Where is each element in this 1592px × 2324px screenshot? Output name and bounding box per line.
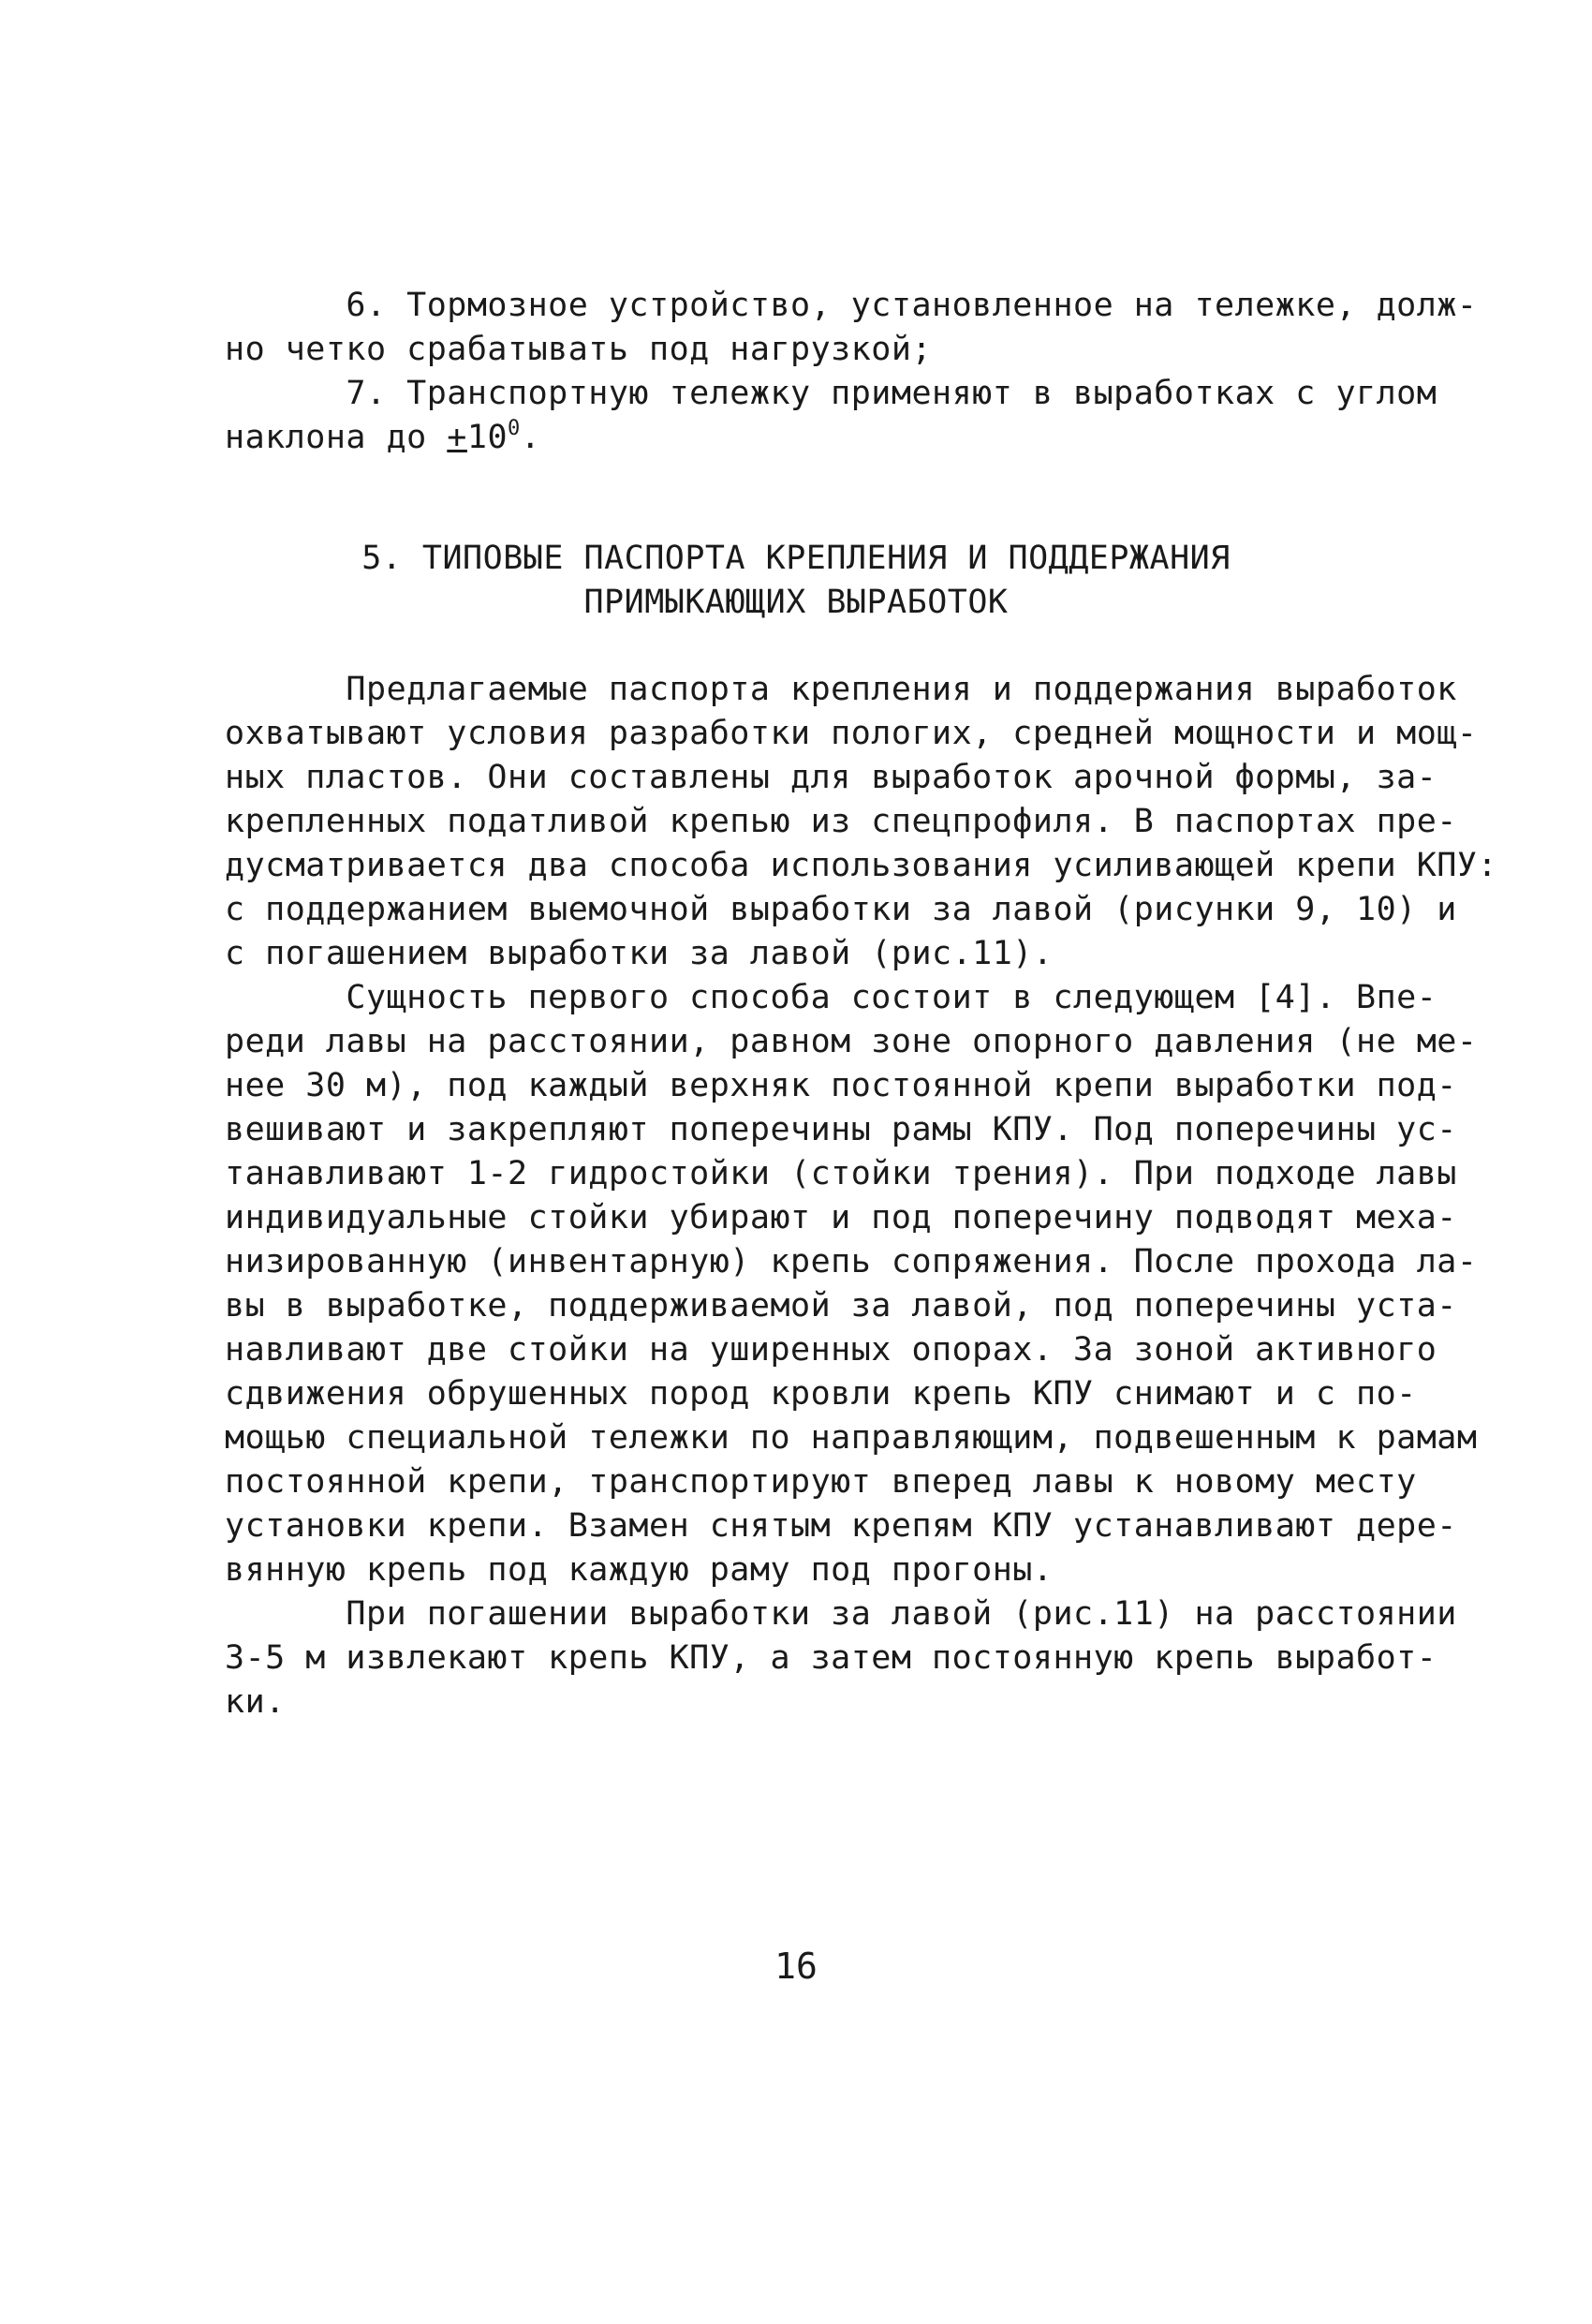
text-line: вешивают и закрепляют поперечины рамы КПУ. Под поперечины ус- xyxy=(225,1111,1457,1148)
text-line: вянную крепь под каждую раму под прогоны. xyxy=(225,1551,1054,1589)
angle-prefix: наклона до xyxy=(225,419,448,456)
text-line: 7. Транспортную тележку применяют в выработках с углом xyxy=(225,375,1437,412)
text-line: крепленных податливой крепью из спецпрофиля. В паспортах пре- xyxy=(225,803,1457,840)
text-line: с поддержанием выемочной выработки за лавой (рисунки 9, 10) и xyxy=(225,891,1457,928)
angle-value: 10 xyxy=(466,419,509,456)
text-line: реди лавы на расстоянии, равном зоне опорного давления (не ме- xyxy=(225,1023,1478,1060)
angle-suffix: . xyxy=(520,419,541,456)
text-line: 3-5 м извлекают крепь КПУ, а затем постоянную крепь выработ- xyxy=(225,1639,1437,1677)
text-line: установки крепи. Взамен снятым крепям КПУ устанавливают дере- xyxy=(225,1507,1457,1545)
angle-sign: + xyxy=(447,419,467,456)
numbered-items xyxy=(225,284,1478,460)
text-line: мощью специальной тележки по направляющим, подвешенным к рамам xyxy=(225,1419,1478,1457)
body-text xyxy=(225,668,1498,1724)
text-line: нее 30 м), под каждый верхняк постоянной крепи выработки под- xyxy=(225,1067,1457,1104)
page-number: 16 xyxy=(774,1946,818,1987)
text-line: Сущность первого способа состоит в следующем [4]. Впе- xyxy=(225,979,1437,1016)
section-heading xyxy=(225,536,1367,624)
text-line: Предлагаемые паспорта крепления и поддержания выработок xyxy=(225,671,1457,708)
text-line: При погашении выработки за лавой (рис.11) на расстоянии xyxy=(225,1595,1457,1633)
heading-line-1: 5. ТИПОВЫЕ ПАСПОРТА КРЕПЛЕНИЯ И ПОДДЕРЖАНИЯ xyxy=(361,540,1231,577)
text-line: сдвижения обрушенных пород кровли крепь КПУ снимают и с по- xyxy=(225,1375,1417,1413)
text-line: ки. xyxy=(225,1683,286,1721)
text-line: дусматривается два способа использования усиливающей крепи КПУ: xyxy=(225,847,1498,884)
text-line: навливают две стойки на уширенных опорах. За зоной активного xyxy=(225,1331,1437,1369)
text-line-angle xyxy=(225,416,1367,460)
text-line: с погашением выработки за лавой (рис.11). xyxy=(225,935,1054,972)
text-line: вы в выработке, поддерживаемой за лавой, под поперечины уста- xyxy=(225,1287,1457,1325)
text-line: 6. Тормозное устройство, установленное на тележке, долж- xyxy=(225,287,1478,324)
degree-mark: 0 xyxy=(508,417,521,440)
text-line: но четко срабатывать под нагрузкой; xyxy=(225,331,933,368)
text-line: охватывают условия разработки пологих, средней мощности и мощ- xyxy=(225,715,1478,752)
text-line: индивидуальные стойки убирают и под поперечину подводят меха- xyxy=(225,1199,1457,1236)
text-line: низированную (инвентарную) крепь сопряжения. После прохода ла- xyxy=(225,1243,1478,1280)
text-line: ных пластов. Они составлены для выработок арочной формы, за- xyxy=(225,759,1437,796)
text-line: танавливают 1-2 гидростойки (стойки трения). При подходе лавы xyxy=(225,1155,1457,1192)
heading-line-2: ПРИМЫКАЮЩИХ ВЫРАБОТОК xyxy=(583,584,1009,621)
text-line: постоянной крепи, транспортируют вперед лавы к новому месту xyxy=(225,1463,1417,1501)
